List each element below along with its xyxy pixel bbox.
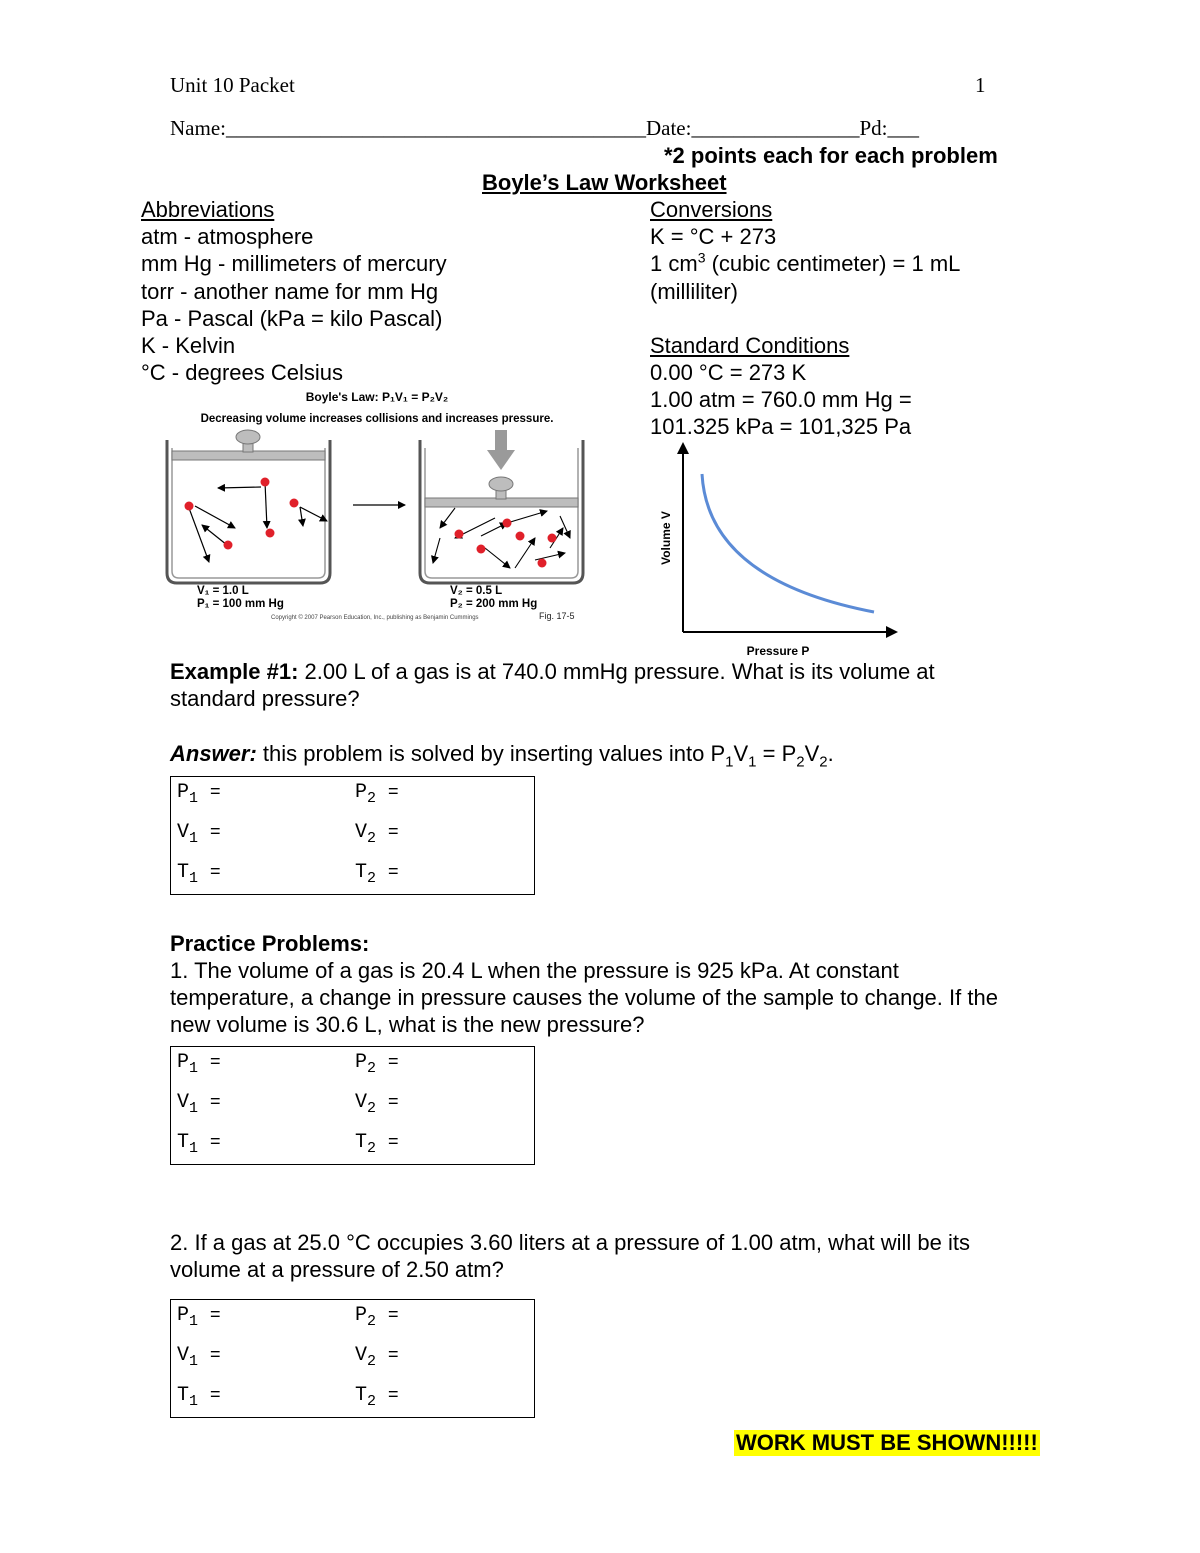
figure-title: Boyle's Law: P₁V₁ = P₂V₂ [305,390,449,404]
var-p2: $P_2$ = [355,1051,399,1077]
pv-curve [702,474,874,612]
abbreviation-item: torr - another name for mm Hg [141,279,439,304]
abbreviation-item: mm Hg - millimeters of mercury [141,251,447,276]
variable-box-example [170,776,535,895]
right-container [420,430,583,610]
problem-1-line: temperature, a change in pressure causes the volume of the sample to change. If the [170,985,998,1010]
standard-condition: 0.00 °C = 273 K [650,360,807,385]
left-container [167,430,330,610]
standard-condition: 1.00 atm = 760.0 mm Hg = [650,387,912,412]
conversions-heading: Conversions [650,197,773,222]
abbreviation-item: K - Kelvin [141,333,236,358]
abbreviation-item: atm - atmosphere [141,224,314,249]
var-t1: $T_1$ = [177,1384,221,1410]
gas-molecule [224,541,233,550]
practice-heading: Practice Problems: [170,931,370,956]
example-line-1: Example #1: 2.00 L of a gas is at 740.0 mmHg pressure. What is its volume at [170,659,935,684]
standard-condition: 101.325 kPa = 101,325 Pa [650,414,912,439]
name-date-period-line: Name:________________________________________Date:________________Pd:___ [170,116,919,140]
abbreviations-heading: Abbreviations [141,197,275,222]
pressure-volume-graph [652,440,902,660]
variable-box-problem-1 [170,1046,535,1165]
header-left: Unit 10 Packet [170,73,295,97]
standard-conditions-heading: Standard Conditions [650,333,850,358]
var-t2: $T_2$ = [355,1384,399,1410]
gas-molecule [290,499,299,508]
abbreviation-item: Pa - Pascal (kPa = kilo Pascal) [141,306,443,331]
graph-x-label: Pressure P [746,644,810,658]
down-arrow-icon [495,430,507,452]
gas-molecule [477,545,486,554]
variable-box-problem-2 [170,1299,535,1418]
gas-molecule [503,519,512,528]
problem-1-line: 1. The volume of a gas is 20.4 L when the pressure is 925 kPa. At constant [170,958,899,983]
work-must-be-shown-warning: WORK MUST BE SHOWN!!!!! [736,1430,1038,1455]
var-v2: $V_2$ = [355,821,399,847]
gas-molecule [185,502,194,511]
boyles-law-piston-figure [155,388,605,623]
page-title: Boyle’s Law Worksheet [482,170,727,195]
problem-1-line: new volume is 30.6 L, what is the new pressure? [170,1012,645,1037]
conversion-milliliter: (milliliter) [650,279,738,304]
abbreviation-item: °C - degrees Celsius [141,360,343,385]
var-v2: $V_2$ = [355,1344,399,1370]
var-p1: $P_1$ = [177,781,221,807]
var-v1: $V_1$ = [177,1344,221,1370]
gas-molecule [538,559,547,568]
var-p2: $P_2$ = [355,1304,399,1330]
right-pressure-label: P₂ = 200 mm Hg [450,598,538,610]
figure-subtitle: Decreasing volume increases collisions and increases pressure. [200,413,554,425]
var-p1: $P_1$ = [177,1304,221,1330]
figure-label: Fig. 17-5 [539,611,575,621]
left-volume-label: V₁ = 1.0 L [197,585,249,597]
example-answer: Answer: this problem is solved by inserting values into $P_1V_1 = P_2V_2$. [170,741,834,771]
var-v1: $V_1$ = [177,1091,221,1117]
gas-molecule [266,529,275,538]
gas-molecule [548,534,557,543]
conversion-cm3: 1 $cm^3$ (cubic centimeter) = 1 mL [650,249,961,276]
gas-molecule [261,478,270,487]
var-v1: $V_1$ = [177,821,221,847]
gas-molecule [455,530,464,539]
var-p2: $P_2$ = [355,781,399,807]
graph-y-label: Volume V [659,511,673,565]
conversion-kelvin: K = °C + 273 [650,224,777,249]
page-number: 1 [975,73,986,97]
var-p1: $P_1$ = [177,1051,221,1077]
left-pressure-label: P₁ = 100 mm Hg [197,598,284,610]
problem-2-line: volume at a pressure of 2.50 atm? [170,1257,504,1282]
right-volume-label: V₂ = 0.5 L [450,585,503,597]
gas-molecule [516,532,525,541]
points-note: *2 points each for each problem [664,143,998,168]
var-v2: $V_2$ = [355,1091,399,1117]
problem-2-line: 2. If a gas at 25.0 °C occupies 3.60 liters at a pressure of 1.00 atm, what will be its [170,1230,970,1255]
figure-copyright: Copyright © 2007 Pearson Education, Inc., publishing as Benjamin Cummings [271,615,479,621]
var-t1: $T_1$ = [177,861,221,887]
example-line-2: standard pressure? [170,686,360,711]
var-t2: $T_2$ = [355,861,399,887]
var-t2: $T_2$ = [355,1131,399,1157]
var-t1: $T_1$ = [177,1131,221,1157]
